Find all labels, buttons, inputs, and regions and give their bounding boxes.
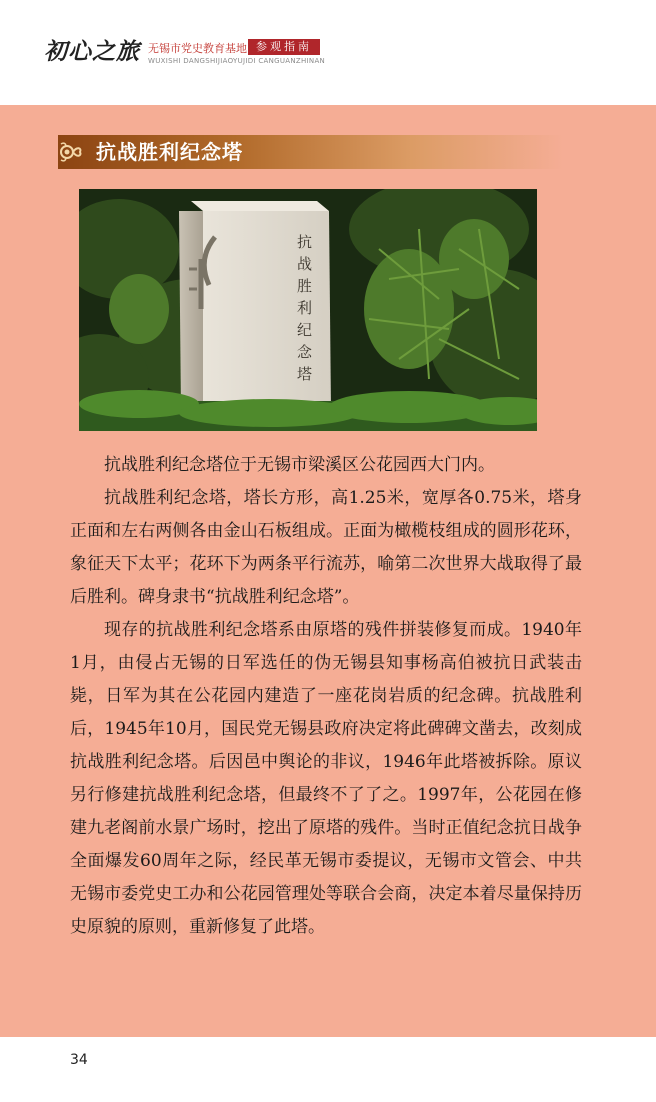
- brand-title: 初心之旅: [44, 38, 140, 65]
- inscription-char: 战: [297, 255, 313, 273]
- inscription-char: 利: [297, 299, 313, 317]
- brand-guide-badge: 参观指南: [248, 39, 320, 55]
- brand-pinyin: WUXISHI DANGSHIJIAOYUJIDI CANGUANZHINAN: [148, 57, 326, 65]
- section-title-bar: [58, 135, 563, 169]
- inscription-char: 抗: [297, 233, 313, 251]
- inscription-char: 念: [297, 343, 313, 361]
- inscription-char: 纪: [297, 321, 313, 339]
- content-area: [0, 105, 656, 1037]
- inscription-char: 胜: [297, 277, 313, 295]
- brand-subtitle: 无锡市党史教育基地: [148, 42, 247, 55]
- paragraph: 抗战胜利纪念塔位于无锡市梁溪区公花园西大门内。: [104, 455, 495, 475]
- monument-photo: [79, 189, 537, 431]
- inscription-char: 塔: [297, 365, 313, 383]
- paragraph: 现存的抗战胜利纪念塔系由原塔的残件拼装修复而成。1940年1月，由侵占无锡的日军选任的伪无锡县知事杨高伯被抗日武装击毙，日军为其在公花园内建造了一座花岗岩质的纪念碑。抗战胜利后，1945年10月，国民党无锡县政府决定将此碑碑文凿去，改刻成抗战胜利纪念塔。后因邑中舆论的非议，1946年此塔被拆除。原议另行修建抗战胜利纪念塔，但最终不了了之。1997年，公花园在修建九老阁前水景广场时，挖出了原塔的残件。当时正值纪念抗日战争全面爆发60周年之际，经民革无锡市委提议，无锡市文管会、中共无锡市委党史工办和公花园管理处等联合会商，决定本着尽量保持历史原貌的原则，重新修复了此塔。: [70, 620, 582, 937]
- paragraph: 抗战胜利纪念塔，塔长方形，高1.25米，宽厚各0.75米，塔身正面和左右两侧各由金山石板组成。正面为橄榄枝组成的圆形花环，象征天下太平；花环下为两条平行流苏，喻第二次世界大战取得了最后胜利。碑身隶书“抗战胜利纪念塔”。: [70, 488, 582, 607]
- section-title: 抗战胜利纪念塔: [96, 140, 243, 164]
- monument-illustration: [79, 189, 537, 431]
- scroll-ornament-icon: [58, 139, 84, 165]
- page-header: [0, 0, 656, 105]
- page-number: 34: [70, 1052, 88, 1068]
- article-body: [70, 449, 582, 944]
